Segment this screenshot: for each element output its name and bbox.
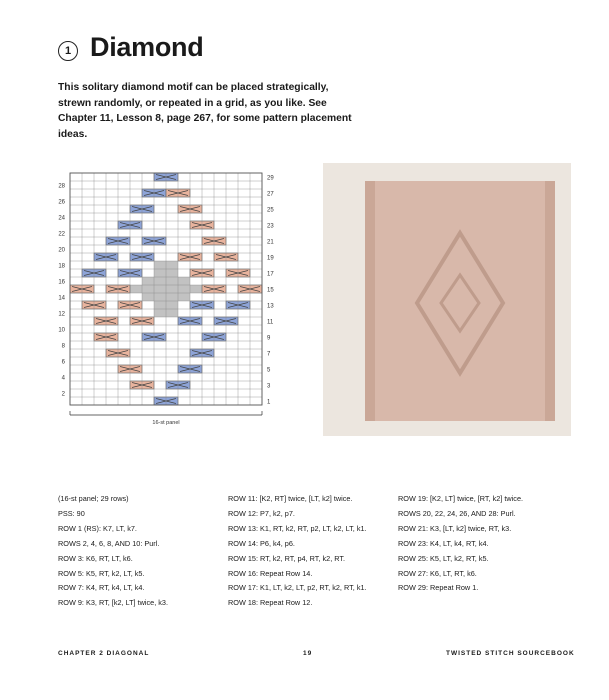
stitch-chart xyxy=(40,170,300,442)
row-number-label: 16 xyxy=(58,279,65,286)
row-number-label: 18 xyxy=(58,263,65,270)
row-number-label: 4 xyxy=(61,375,65,382)
row-number-label: 13 xyxy=(267,303,274,310)
swatch-edge-right xyxy=(545,181,555,421)
row-number-label: 9 xyxy=(267,335,271,342)
instruction-line: ROW 1 (RS): K7, LT, k7. xyxy=(58,523,137,533)
row-number-label: 14 xyxy=(58,295,65,302)
row-number-label: 8 xyxy=(61,343,65,350)
instruction-line: ROW 9: K3, RT, [k2, LT] twice, k3. xyxy=(58,598,169,608)
instruction-line: ROW 7: K4, RT, k4, LT, k4. xyxy=(58,583,145,593)
row-number-label: 12 xyxy=(58,311,65,318)
instruction-line: ROW 13: K1, RT, k2, RT, p2, LT, k2, LT, k1. xyxy=(228,523,367,533)
row-number-label: 15 xyxy=(267,287,274,294)
row-number-label: 11 xyxy=(267,319,274,326)
instruction-line: ROW 18: Repeat Row 12. xyxy=(228,598,313,608)
row-number-label: 6 xyxy=(61,359,65,366)
swatch-edge-left xyxy=(365,181,375,421)
row-number-label: 28 xyxy=(58,183,65,190)
row-number-label: 23 xyxy=(267,223,274,230)
row-number-label: 22 xyxy=(58,231,65,238)
instruction-line: ROW 27: K6, LT, RT, k6. xyxy=(398,568,477,578)
instruction-line: ROWS 20, 22, 24, 26, AND 28: Purl. xyxy=(398,508,516,518)
row-number-label: 2 xyxy=(61,391,65,398)
row-number-label: 27 xyxy=(267,191,274,198)
instruction-line: ROW 15: RT, k2, RT, p4, RT, k2, RT. xyxy=(228,553,346,563)
instruction-line: ROW 3: K6, RT, LT, k6. xyxy=(58,553,133,563)
row-number-label: 25 xyxy=(267,207,274,214)
page-title: Diamond xyxy=(90,32,204,62)
instruction-line: ROWS 2, 4, 6, 8, AND 10: Purl. xyxy=(58,538,160,548)
intro-paragraph: This solitary diamond motif can be placed strategically, strewn randomly, or repeated in a grid, as you like. See Chapter 11, Lesson 8, page 267, for some pattern placement ideas. xyxy=(58,82,352,140)
instruction-line: ROW 17: K1, LT, k2, LT, p2, RT, k2, RT, k1. xyxy=(228,583,367,593)
row-number-label: 10 xyxy=(58,327,65,334)
section-number-badge: 1 xyxy=(58,41,78,61)
knitted-swatch-photo xyxy=(323,163,571,436)
instruction-line: ROW 23: K4, LT, k4, RT, k4. xyxy=(398,538,489,548)
row-number-label: 1 xyxy=(267,399,271,406)
instructions-column-1 xyxy=(58,492,168,611)
instruction-line: ROW 11: [K2, RT] twice, [LT, k2] twice. xyxy=(228,494,353,503)
panel-label: 16-st panel xyxy=(152,420,180,426)
instruction-line: ROW 21: K3, [LT, k2] twice, RT, k3. xyxy=(398,523,512,533)
instruction-line: PSS: 90 xyxy=(58,508,85,518)
instruction-line: ROW 25: K5, LT, k2, RT, k5. xyxy=(398,553,489,563)
row-number-label: 26 xyxy=(58,199,65,206)
row-number-label: 7 xyxy=(267,351,271,358)
instructions-column-2 xyxy=(228,492,367,611)
instruction-line: ROW 16: Repeat Row 14. xyxy=(228,568,313,578)
row-number-label: 19 xyxy=(267,255,274,262)
instructions-column-3 xyxy=(398,492,523,596)
row-number-label: 20 xyxy=(58,247,65,254)
row-number-label: 17 xyxy=(267,271,274,278)
instruction-line: ROW 12: P7, k2, p7. xyxy=(228,508,295,518)
row-number-label: 24 xyxy=(58,215,65,222)
instruction-line: ROW 19: [K2, LT] twice, [RT, k2] twice. xyxy=(398,494,524,503)
swatch-body xyxy=(365,181,555,421)
instruction-line: ROW 14: P6, k4, p6. xyxy=(228,538,295,548)
footer-chapter: CHAPTER 2 DIAGONAL xyxy=(58,650,150,657)
instruction-line: ROW 29: Repeat Row 1. xyxy=(398,583,479,593)
row-number-label: 21 xyxy=(267,239,274,246)
footer-page-number: 19 xyxy=(303,650,313,657)
footer-book-title: TWISTED STITCH SOURCEBOOK xyxy=(446,650,575,657)
instruction-line: (16-st panel; 29 rows) xyxy=(58,494,129,503)
row-number-label: 3 xyxy=(267,383,271,390)
instruction-line: ROW 5: K5, RT, k2, LT, k5. xyxy=(58,568,145,578)
row-number-label: 29 xyxy=(267,175,274,182)
row-number-label: 5 xyxy=(267,367,271,374)
